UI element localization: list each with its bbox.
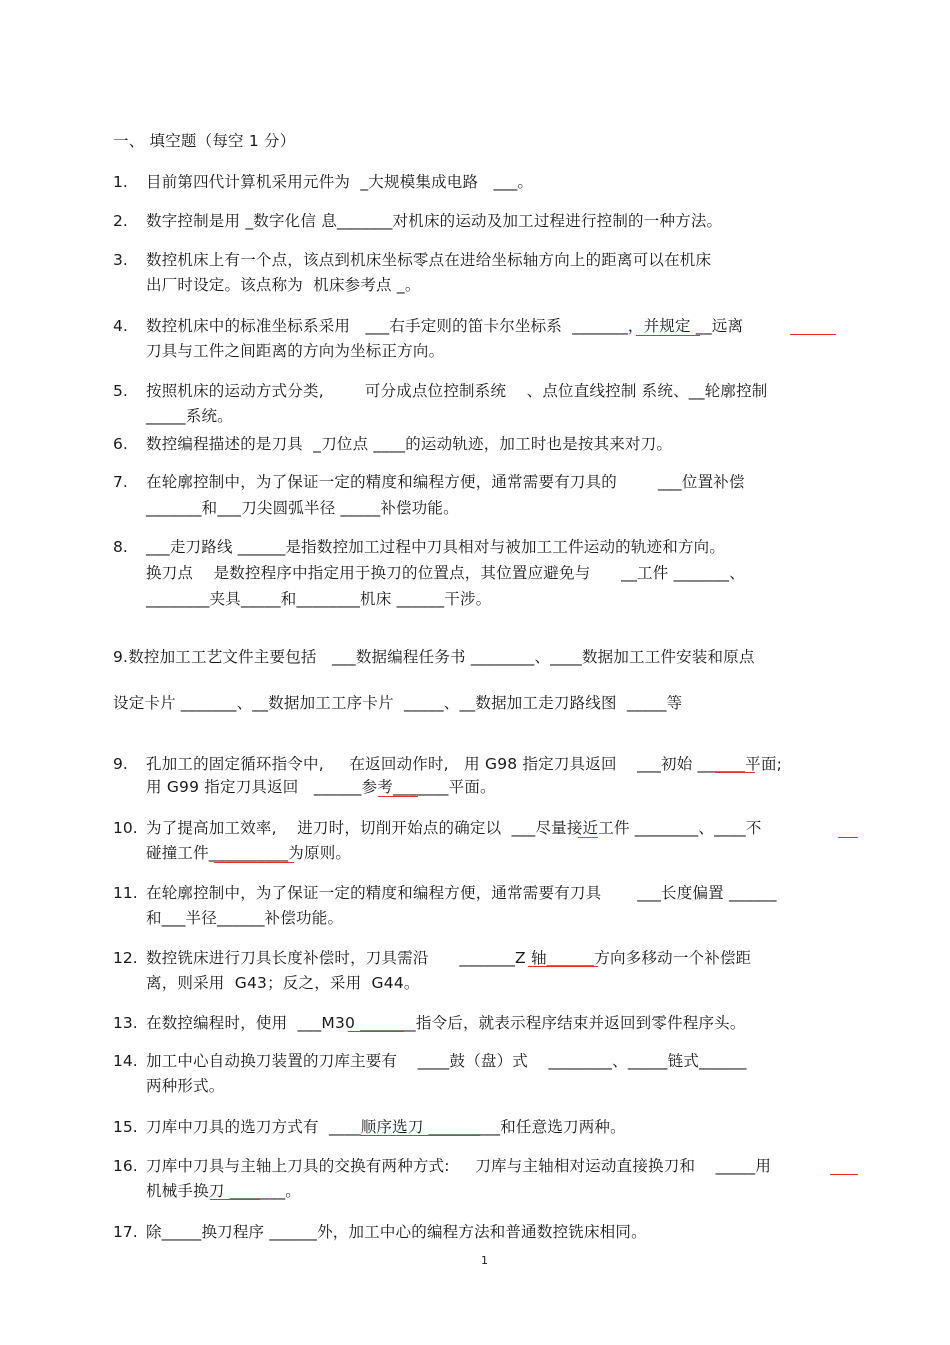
item-number: 2.	[113, 212, 128, 230]
item-text: 数控铣床进行刀具长度补偿时，刀具需沿 _______Z 轴______方向多移动一个补偿距	[146, 949, 752, 967]
item-number: 5.	[113, 382, 128, 400]
item-number: 15.	[113, 1118, 138, 1136]
item-text: 在数控编程时，使用 ___M30 _______指令后，就表示程序结束并返回到零件程序头。	[146, 1014, 746, 1032]
red-correction-underline	[348, 1031, 404, 1032]
item-text: 换刀点 是数控程序中指定用于换刀的位置点，其位置应避免与 __工件 _______、	[146, 564, 745, 582]
item-text: 孔加工的固定循环指令中, 在返回动作时, 用 G98 指定刀具返回 ___初始 ______平面;	[146, 755, 783, 773]
item-text: 在轮廓控制中，为了保证一定的精度和编程方便，通常需要有刀具的 ___位置补偿	[146, 473, 745, 491]
item-text: 数字控制是用 _数字化信 息_______对机床的运动及加工过程进行控制的一种方法。	[146, 212, 723, 230]
item-number: 10.	[113, 819, 138, 837]
item-text: 设定卡片 _______、__数据加工工序卡片 _____、__数据加工走刀路线图 _____等	[113, 694, 683, 712]
page-number: 1	[481, 1254, 488, 1267]
red-correction-underline	[830, 1174, 858, 1175]
item-text: 刀库中刀具的选刀方式有 ____顺序选刀 _________和任意选刀两种。	[146, 1118, 626, 1136]
item-number: 3.	[113, 251, 128, 269]
item-number: 16.	[113, 1157, 138, 1175]
item-number: 8.	[113, 538, 128, 556]
item-text: 刀具与工件之间距离的方向为坐标正方向。	[146, 342, 445, 360]
item-text: 9.数控加工工艺文件主要包括 ___数据编程任务书 ________、____数据加工工件安装和原点	[113, 648, 755, 666]
red-correction-underline	[528, 966, 598, 967]
blue-correction-underline	[578, 837, 598, 838]
item-text: 目前第四代计算机采用元件为 _大规模集成电路 ___。	[146, 173, 534, 191]
item-text: 碰撞工件__________为原则。	[146, 844, 352, 862]
item-number: 17.	[113, 1223, 138, 1241]
item-text: 按照机床的运动方式分类, 可分成点位控制系统 、点位直线控制 系统、__轮廓控制	[146, 382, 768, 400]
item-text: 加工中心自动换刀装置的刀库主要有 ____鼓（盘）式 ________、_____链式______	[146, 1052, 747, 1070]
red-correction-underline	[790, 334, 836, 335]
item-text: 出厂时设定。该点称为 机床参考点 _。	[146, 276, 421, 294]
item-text: 刀库中刀具与主轴上刀具的交换有两种方式: 刀库与主轴相对运动直接换刀和 _____用	[146, 1157, 772, 1175]
red-correction-underline	[838, 837, 858, 838]
item-text: 用 G99 指定刀具返回 ______参考_______平面。	[146, 778, 496, 796]
item-number: 6.	[113, 435, 128, 453]
item-text: 为了提高加工效率, 进刀时，切削开始点的确定以 ___尽量接近工件 ________、____不	[146, 819, 762, 837]
item-number: 13.	[113, 1014, 138, 1032]
red-correction-underline	[214, 862, 294, 863]
item-text: _______和___刀尖圆弧半径 _____补偿功能。	[146, 499, 459, 517]
item-number: 11.	[113, 884, 138, 902]
item-text: 数控机床中的标准坐标系采用 ___右手定则的笛卡尔坐标系 _______，并规定 __远离	[146, 317, 744, 335]
red-correction-underline	[715, 772, 755, 773]
red-correction-underline	[210, 1199, 260, 1200]
red-correction-underline	[360, 1135, 480, 1136]
item-text: 除_____换刀程序 ______外，加工中心的编程方法和普通数控铣床相同。	[146, 1223, 647, 1241]
item-number: 4.	[113, 317, 128, 335]
item-number: 14.	[113, 1052, 138, 1070]
item-text: _____系统。	[146, 407, 233, 425]
item-text: 数控编程描述的是刀具 _刀位点 ____的运动轨迹，加工时也是按其来对刀。	[146, 435, 673, 453]
item-number: 9.	[113, 755, 128, 773]
item-text: 在轮廓控制中，为了保证一定的精度和编程方便，通常需要有刀具 ___长度偏置 ______	[146, 884, 777, 902]
red-correction-underline	[378, 796, 418, 797]
item-text: 两种形式。	[146, 1077, 225, 1095]
section-heading: 一、 填空题（每空 1 分）	[113, 132, 296, 150]
item-text: 离，则采用 G43；反之，采用 G44。	[146, 974, 420, 992]
item-text: ________夹具_____和________机床 ______干涉。	[146, 590, 492, 608]
item-text: ___走刀路线 ______是指数控加工过程中刀具相对与被加工工件运动的轨迹和方向。	[146, 538, 726, 556]
item-number: 12.	[113, 949, 138, 967]
red-correction-underline	[636, 335, 700, 336]
item-text: 机械手换刀 _______。	[146, 1182, 301, 1200]
item-number: 7.	[113, 473, 128, 491]
item-text: 数控机床上有一个点，该点到机床坐标零点在进给坐标轴方向上的距离可以在机床	[146, 251, 712, 269]
item-number: 1.	[113, 173, 128, 191]
item-text: 和___半径______补偿功能。	[146, 909, 344, 927]
